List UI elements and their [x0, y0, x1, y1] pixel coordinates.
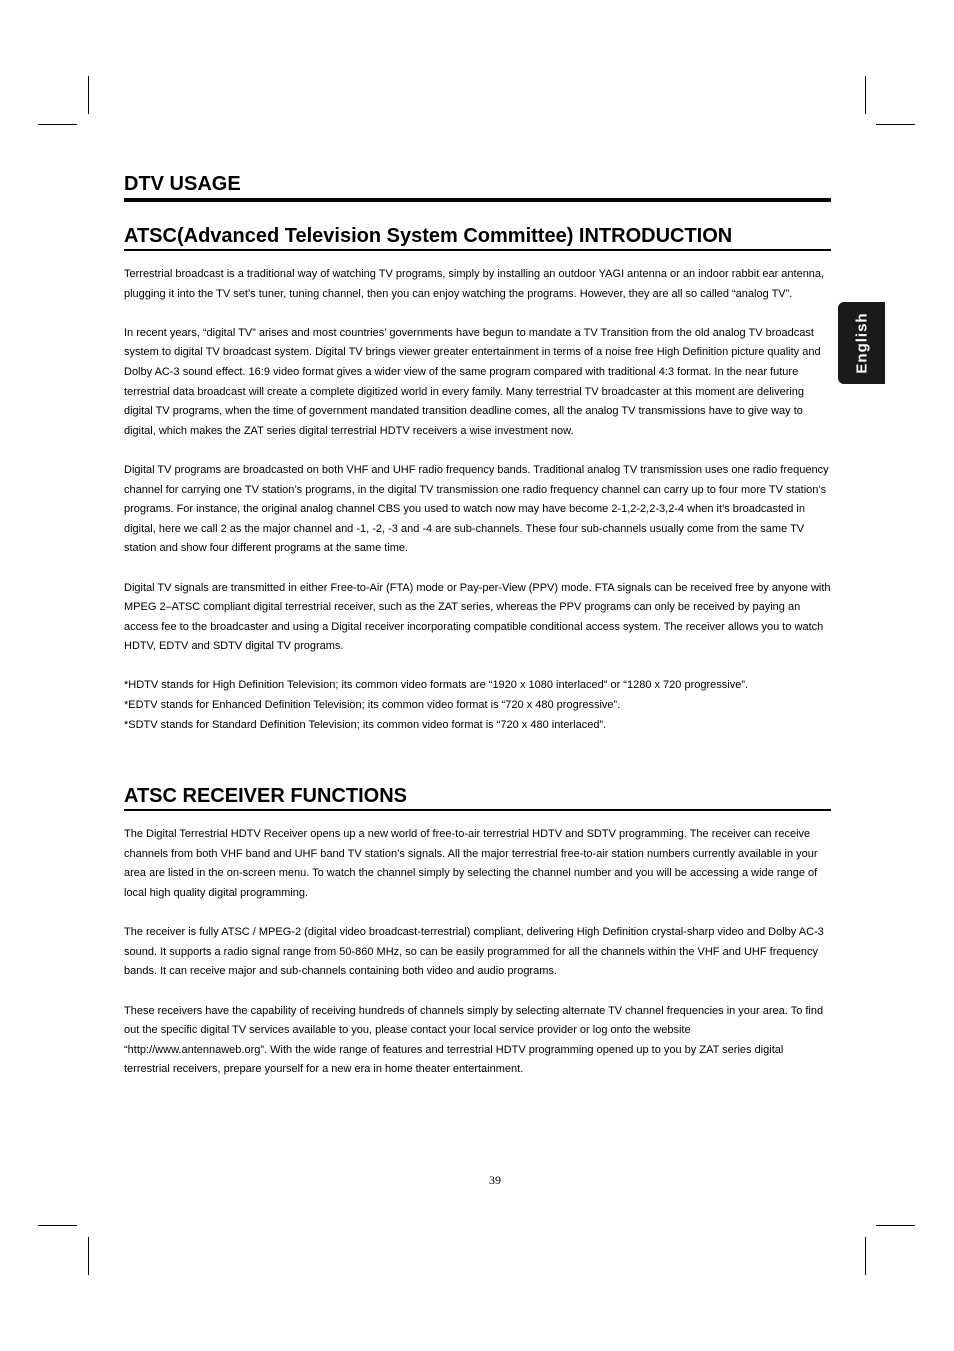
- note-sdtv: *SDTV stands for Standard Definition Television; its common video format is “720 x 480 interlaced”.: [124, 718, 607, 731]
- paragraph: Digital TV programs are broadcasted on both VHF and UHF radio frequency bands. Traditional analog TV transmission uses one radio frequency channel for carrying one TV station’s programs, in the digital TV transmission one radio frequency channel can carry up to four more TV station’s programs. For instance, the original analog channel CBS you used to watch now may have become 2-1,2-2,2-3,2-4 when it’s broadcasted in digital, here we call 2 as the major channel and -1, -2, -3 and -4 are sub-channels. These four sub-channels usually come from the same TV station and show four different programs at the same time.: [124, 463, 829, 555]
- paragraph: The Digital Terrestrial HDTV Receiver opens up a new world of free-to-air terrestrial HDTV and SDTV programming. The receiver can receive channels from both VHF band and UHF band TV station’s signals. All the major terrestrial free-to-air station numbers currently available in your area are listed in the on-screen menu. To watch the channel simply by selecting the channel number and you will be accessing a wide range of local high quality digital programming.: [124, 828, 818, 900]
- note-hdtv: *HDTV stands for High Definition Television; its common video formats are “1920 x 1080 interlaced” or “1280 x 720 progressive”.: [124, 679, 749, 692]
- page-content: [124, 172, 831, 1100]
- crop-mark: [38, 1225, 77, 1226]
- paragraph: Terrestrial broadcast is a traditional way of watching TV programs, simply by installing an outdoor YAGI antenna or an indoor rabbit ear antenna, plugging it into the TV set’s tuner, tuning channel, then you can enjoy watching the programs. However, they are all so called “analog TV”.: [124, 268, 825, 300]
- crop-mark: [88, 1237, 89, 1275]
- section-heading-atsc-introduction: ATSC(Advanced Television System Committee) INTRODUCTION: [124, 224, 831, 251]
- note-edtv: *EDTV stands for Enhanced Definition Television; its common video format is “720 x 480 progressive”.: [124, 699, 621, 712]
- paragraph: The receiver is fully ATSC / MPEG-2 (digital video broadcast-terrestrial) compliant, delivering High Definition crystal-sharp video and Dolby AC-3 sound. It supports a radio signal range from 50-860 MHz, so can be easily programmed for all the channels within the VHF and UHF frequency bands. It can receive major and sub-channels containing both video and audio programs.: [124, 926, 824, 978]
- crop-mark: [865, 1237, 866, 1275]
- paragraph: Digital TV signals are transmitted in either Free-to-Air (FTA) mode or Pay-per-View (PPV) mode. FTA signals can be received free by anyone with MPEG 2–ATSC compliant digital terrestrial receiver, such as the ZAT series, whereas the PPV programs can only be received by paying an access fee to the broadcaster and using a Digital receiver incorporating compatible conditional access system. The receiver allows you to watch HDTV, EDTV and SDTV digital TV programs.: [124, 581, 831, 653]
- page-number: 39: [489, 1173, 501, 1187]
- language-side-tab: [838, 302, 885, 384]
- crop-mark: [38, 124, 77, 125]
- crop-mark: [865, 76, 866, 114]
- crop-mark: [876, 1225, 915, 1226]
- crop-mark: [88, 76, 89, 114]
- language-tab-label: English: [853, 312, 870, 374]
- page-title: DTV USAGE: [124, 172, 831, 202]
- paragraph: In recent years, “digital TV” arises and most countries’ governments have begun to mandate a TV Transition from the old analog TV broadcast system to digital TV broadcast system. Digital TV brings viewer greater entertainment in terms of a noise free High Definition picture quality and Dolby AC-3 sound effect. 16:9 video format gives a wider view of the same program compared with traditional 4:3 format. In the near future terrestrial data broadcast will create a complete digitized world in every family. Many terrestrial TV broadcaster at this moment are delivering digital TV programs, when the time of government mandated transition deadline comes, all the analog TV transmissions have to give way to digital, which makes the ZAT series digital terrestrial HDTV receivers a wise investment now.: [124, 326, 821, 437]
- crop-mark: [876, 124, 915, 125]
- paragraph: These receivers have the capability of receiving hundreds of channels simply by selecting alternate TV channel frequencies in your area. To find out the specific digital TV services available to you, please contact your local service provider or log onto the website “http://www.antennaweb.org”. With the wide range of features and terrestrial HDTV programming opened up to you by ZAT series digital terrestrial receivers, prepare yourself for a new era in home theater entertainment.: [124, 1004, 824, 1076]
- section-heading-receiver-functions: ATSC RECEIVER FUNCTIONS: [124, 784, 831, 811]
